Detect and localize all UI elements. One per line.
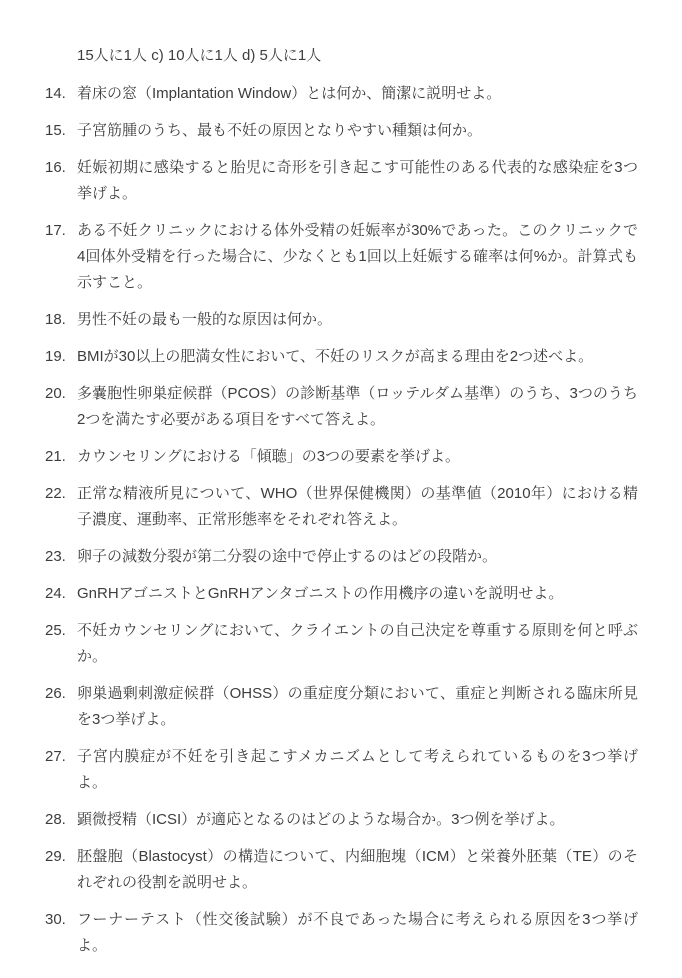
question-item-18 [45,307,638,333]
question-number: 18. [45,311,66,328]
question-text: 卵子の減数分裂が第二分裂の途中で停止するのはどの段階か。 [77,548,498,565]
question-number: 15. [45,122,66,139]
question-text: ある不妊クリニックにおける体外受精の妊娠率が30%であった。このクリニックで4回体外受精を行った場合に、少なくとも1回以上妊娠する確率は何%か。計算式も示すこと。 [77,222,638,291]
question-number: 19. [45,348,66,365]
question-number: 14. [45,85,66,102]
question-number: 21. [45,448,66,465]
question-item-20 [45,381,638,433]
question-number: 25. [45,622,66,639]
question-item-19 [45,344,638,370]
question-item-22 [45,481,638,533]
question-item-30 [45,907,638,959]
question-item-25 [45,618,638,670]
question-number: 24. [45,585,66,602]
question-text: 卵巣過剰刺激症候群（OHSS）の重症度分類において、重症と判断される臨床所見を3つ挙げよ。 [77,685,638,728]
question-text: 顕微授精（ICSI）が適応となるのはどのような場合か。3つ例を挙げよ。 [77,811,565,828]
question-text: 子宮内膜症が不妊を引き起こすメカニズムとして考えられているものを3つ挙げよ。 [77,748,638,791]
question-number: 22. [45,485,66,502]
question-item-28 [45,807,638,833]
question-number: 20. [45,385,66,402]
question-text: 不妊カウンセリングにおいて、クライエントの自己決定を尊重する原則を何と呼ぶか。 [77,622,638,665]
question-number: 29. [45,848,66,865]
question-text: 着床の窓（Implantation Window）とは何か、簡潔に説明せよ。 [77,85,502,102]
question-text: 胚盤胞（Blastocyst）の構造について、内細胞塊（ICM）と栄養外胚葉（TE）のそれぞれの役割を説明せよ。 [77,848,638,891]
question-text: 多嚢胞性卵巣症候群（PCOS）の診断基準（ロッテルダム基準）のうち、3つのうち2つを満たす必要がある項目をすべて答えよ。 [77,385,638,428]
question-item-14 [45,81,638,107]
question-text: カウンセリングにおける「傾聴」の3つの要素を挙げよ。 [77,448,461,465]
question-text: BMIが30以上の肥満女性において、不妊のリスクが高まる理由を2つ述べよ。 [77,348,594,365]
question-13-options-continuation: 15人に1人 c) 10人に1人 d) 5人に1人 [77,47,322,64]
question-item-24 [45,581,638,607]
question-text: 子宮筋腫のうち、最も不妊の原因となりやすい種類は何か。 [77,122,483,139]
question-number: 17. [45,222,66,239]
question-text: 男性不妊の最も一般的な原因は何か。 [77,311,333,328]
question-text: 妊娠初期に感染すると胎児に奇形を引き起こす可能性のある代表的な感染症を3つ挙げよ。 [77,159,638,202]
question-item-15 [45,118,638,144]
question-text: フーナーテスト（性交後試験）が不良であった場合に考えられる原因を3つ挙げよ。 [77,911,638,954]
question-text: GnRHアゴニストとGnRHアンタゴニストの作用機序の違いを説明せよ。 [77,585,564,602]
question-number: 23. [45,548,66,565]
question-number: 26. [45,685,66,702]
question-number: 30. [45,911,66,928]
question-item-16 [45,155,638,207]
question-text: 正常な精液所見について、WHO（世界保健機関）の基準値（2010年）における精子濃度、運動率、正常形態率をそれぞれ答えよ。 [77,485,638,528]
question-item-23 [45,544,638,570]
question-item-17 [45,218,638,296]
question-number: 28. [45,811,66,828]
question-number: 16. [45,159,66,176]
question-item-27 [45,744,638,796]
question-item-21 [45,444,638,470]
question-item-26 [45,681,638,733]
question-number: 27. [45,748,66,765]
question-item-29 [45,844,638,896]
